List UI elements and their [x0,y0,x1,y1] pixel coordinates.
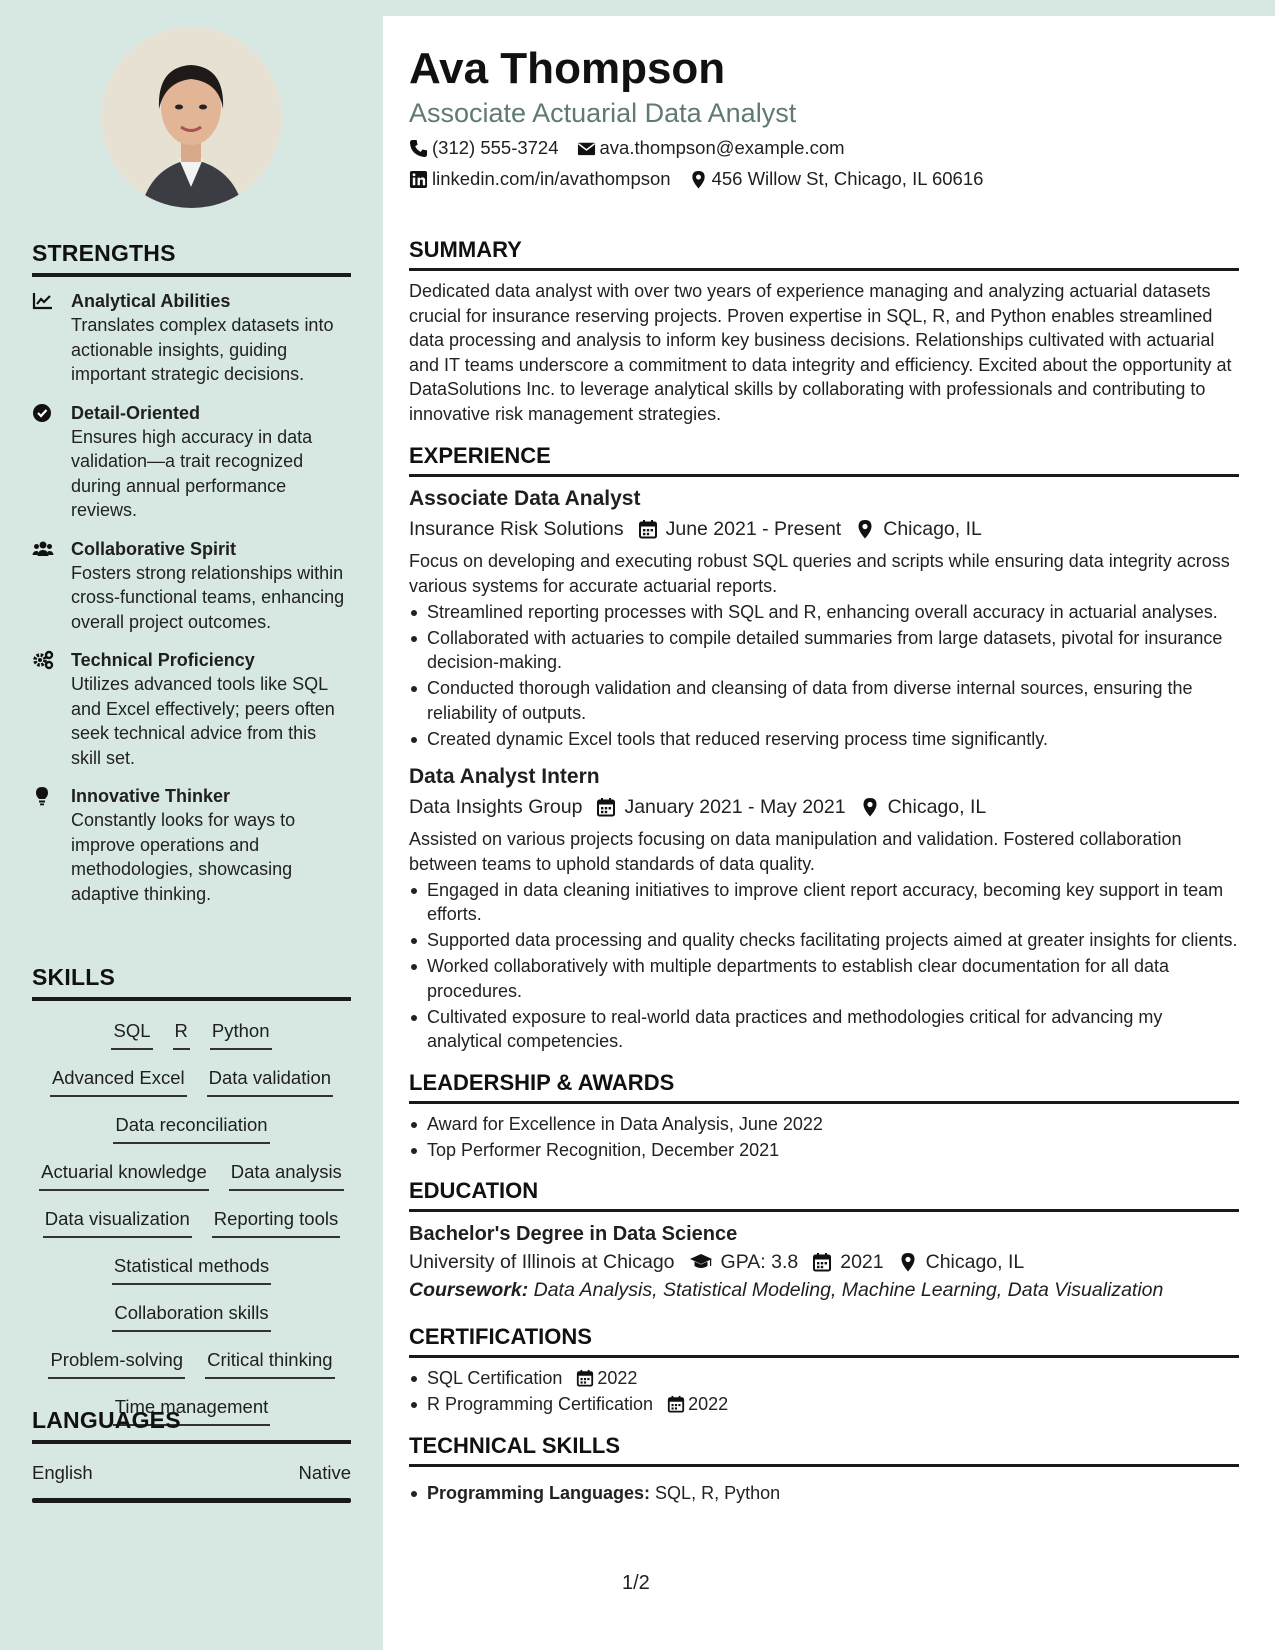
school-location-wrap [898,1248,1025,1276]
skill-tag: Collaboration skills [112,1301,270,1332]
job-bullets [409,878,1239,1054]
job-meta [409,793,1239,821]
technical-skills-heading: TECHNICAL SKILLS [409,1433,1239,1467]
job-title: Data Analyst Intern [409,765,600,788]
language-proficiency-bar [32,1498,351,1503]
job-dates-wrap [638,515,842,543]
language-row [32,1456,351,1484]
address-text: 456 Willow St, Chicago, IL 60616 [711,168,984,189]
strength-desc: Fosters strong relationships within cross-functional teams, enhancing overall project outcomes. [71,562,345,632]
lightbulb-icon [32,784,71,906]
calendar-icon [596,797,616,817]
skill-tag: Time management [113,1395,271,1426]
cert-year: 2022 [688,1394,729,1414]
job-location: Chicago, IL [883,518,982,540]
email-contact[interactable] [577,136,845,160]
job-title: Associate Data Analyst [409,487,641,510]
school-location: Chicago, IL [925,1251,1025,1273]
strength-desc: Ensures high accuracy in data validation—a trait recognized during annual performance reviews. [71,426,313,520]
gears-icon [32,648,71,770]
grad-year-wrap [812,1248,883,1276]
leadership-list [409,1112,1239,1163]
coursework [409,1276,1239,1304]
skills-list [32,1013,351,1436]
contact-row [409,167,1239,191]
calendar-icon [812,1252,832,1272]
job-entry [409,485,1239,751]
list-item: Supported data processing and quality checks facilitating projects aimed at greater insights for clients. [409,928,1239,953]
tech-value: SQL, R, Python [655,1482,781,1503]
chart-line-icon [32,289,71,387]
summary-heading: SUMMARY [409,237,1239,271]
strength-item [32,537,351,635]
degree-title: Bachelor's Degree in Data Science [409,1223,738,1245]
strengths-section [32,240,351,920]
skill-tag: R [173,1019,190,1050]
phone-icon [409,139,428,158]
users-icon [32,537,71,635]
calendar-icon [576,1369,594,1387]
map-pin-icon [860,797,880,817]
leadership-section [409,1070,1239,1163]
job-description: Focus on developing and executing robust SQL queries and scripts while ensuring data integrity across various systems for accurate actuarial reports. [409,551,1230,596]
certifications-section [409,1324,1239,1417]
list-item: Cultivated exposure to real-world data practices and methodologies critical for advancing my analytical competencies. [409,1005,1239,1054]
list-item: Engaged in data cleaning initiatives to improve client report accuracy, becoming key support in team efforts. [409,878,1239,927]
language-level: Native [298,1462,351,1483]
skills-heading: SKILLS [32,964,351,1001]
leadership-heading: LEADERSHIP & AWARDS [409,1070,1239,1104]
contact-row [409,136,1239,160]
page-number: 1/2 [622,1572,650,1594]
list-item: Conducted thorough validation and cleansing of data from diverse internal sources, ensuring the reliability of outputs. [409,676,1239,725]
list-item: Streamlined reporting processes with SQL and R, enhancing overall accuracy in actuarial analyses. [409,600,1239,625]
list-item [409,1481,1239,1506]
skill-tag: Advanced Excel [50,1066,187,1097]
graduation-cap-icon [689,1252,713,1272]
coursework-text: Data Analysis, Statistical Modeling, Machine Learning, Data Visualization [533,1279,1164,1301]
strength-item [32,784,351,906]
strength-title: Detail-Oriented [71,402,201,423]
skill-tag: Actuarial knowledge [39,1160,209,1191]
job-dates: June 2021 - Present [665,518,842,540]
summary-section [409,237,1239,426]
strength-title: Collaborative Spirit [71,538,237,559]
experience-heading: EXPERIENCE [409,443,1239,477]
cert-year: 2022 [597,1368,638,1388]
job-company: Data Insights Group [409,796,583,818]
skill-tag: Data visualization [43,1207,192,1238]
language-name: English [32,1462,93,1483]
list-item: Collaborated with actuaries to compile detailed summaries from large datasets, pivotal for insurance decision-making. [409,626,1239,675]
gpa-wrap [689,1248,799,1276]
job-bullets [409,600,1239,752]
tech-label: Programming Languages: [427,1482,651,1503]
job-location-wrap [855,515,982,543]
strength-item [32,648,351,770]
languages-heading: LANGUAGES [32,1407,351,1444]
linkedin-icon [409,170,428,189]
map-pin-icon [689,170,708,189]
job-company: Insurance Risk Solutions [409,518,624,540]
strength-title: Innovative Thinker [71,786,231,806]
summary-text: Dedicated data analyst with over two years of experience managing and analyzing actuarial datasets crucial for insurance reserving projects. Proven expertise in SQL, R, and Python enables streamlined data processing and analysis to inform key business decisions. Relationships cultivated with actuarial and IT teams underscore a commitment to data integrity and efficiency. Excited about the opportunity at DataSolutions Inc. to leverage analytical skills by collaborating with professionals and contributing to innovative risk management strategies. [409,281,1232,424]
candidate-role: Associate Actuarial Data Analyst [409,98,797,128]
certifications-list [409,1366,1239,1417]
list-item [409,1366,1239,1391]
linkedin-text[interactable]: linkedin.com/in/avathompson [432,168,671,189]
candidate-name: Ava Thompson [409,44,726,93]
list-item: Created dynamic Excel tools that reduced reserving process time significantly. [409,727,1239,752]
skill-tag: Statistical methods [112,1254,271,1285]
job-description: Assisted on various projects focusing on data manipulation and validation. Fostered collaboration between teams to uphold standards of data quality. [409,829,1182,874]
email-text[interactable]: ava.thompson@example.com [599,137,845,158]
main-content [383,16,1275,1650]
list-item [409,1392,1239,1417]
education-section [409,1178,1239,1304]
strength-item [32,401,351,523]
job-entry [409,763,1239,1054]
profile-photo [101,27,282,208]
skill-tag: Data validation [207,1066,333,1097]
school-name: University of Illinois at Chicago [409,1251,675,1273]
linkedin-contact[interactable] [409,167,671,191]
skill-tag: Critical thinking [205,1348,334,1379]
sidebar [0,0,383,1650]
job-location: Chicago, IL [887,796,987,818]
strength-desc: Translates complex datasets into actionable insights, guiding important strategic decisions. [71,315,334,384]
list-item: Award for Excellence in Data Analysis, June 2022 [409,1112,1239,1137]
strength-title: Analytical Abilities [71,291,231,311]
languages-section [32,1407,351,1503]
phone-text: (312) 555-3724 [432,137,559,158]
skill-tag: Problem-solving [48,1348,185,1379]
technical-skills-list [409,1481,1239,1506]
job-location-wrap [860,793,987,821]
strengths-heading: STRENGTHS [32,240,351,277]
list-item: Worked collaboratively with multiple departments to establish clear documentation for all data procedures. [409,954,1239,1003]
education-meta [409,1248,1239,1276]
phone-contact [409,136,559,160]
job-dates: January 2021 - May 2021 [624,796,846,818]
cert-row [427,1366,1239,1391]
cert-name: SQL Certification [427,1368,563,1388]
job-meta [409,515,1239,543]
certifications-heading: CERTIFICATIONS [409,1324,1239,1358]
skills-section [32,964,351,1436]
education-heading: EDUCATION [409,1178,1239,1212]
skill-tag: Data analysis [229,1160,344,1191]
strength-item [32,289,351,387]
calendar-icon [638,519,658,539]
technical-skills-section [409,1433,1239,1506]
strength-desc: Utilizes advanced tools like SQL and Excel effectively; peers often seek technical advice from this skill set. [71,674,335,768]
cert-row [427,1392,1239,1417]
coursework-label: Coursework: [409,1279,529,1301]
envelope-icon [577,139,596,158]
experience-section [409,443,1239,1054]
strength-title: Technical Proficiency [71,650,255,670]
address-contact [689,167,984,191]
grad-year: 2021 [840,1251,884,1273]
skill-tag: SQL [111,1019,152,1050]
check-circle-icon [32,401,71,523]
list-item: Top Performer Recognition, December 2021 [409,1138,1239,1163]
map-pin-icon [855,519,875,539]
calendar-icon [667,1395,685,1413]
gpa-text: GPA: 3.8 [720,1251,799,1273]
map-pin-icon [898,1252,918,1272]
skill-tag: Reporting tools [212,1207,340,1238]
skill-tag: Data reconciliation [113,1113,269,1144]
skill-tag: Python [210,1019,272,1050]
strength-desc: Constantly looks for ways to improve operations and methodologies, showcasing adaptive thinking. [71,810,296,904]
job-dates-wrap [596,793,845,821]
cert-name: R Programming Certification [427,1394,654,1414]
